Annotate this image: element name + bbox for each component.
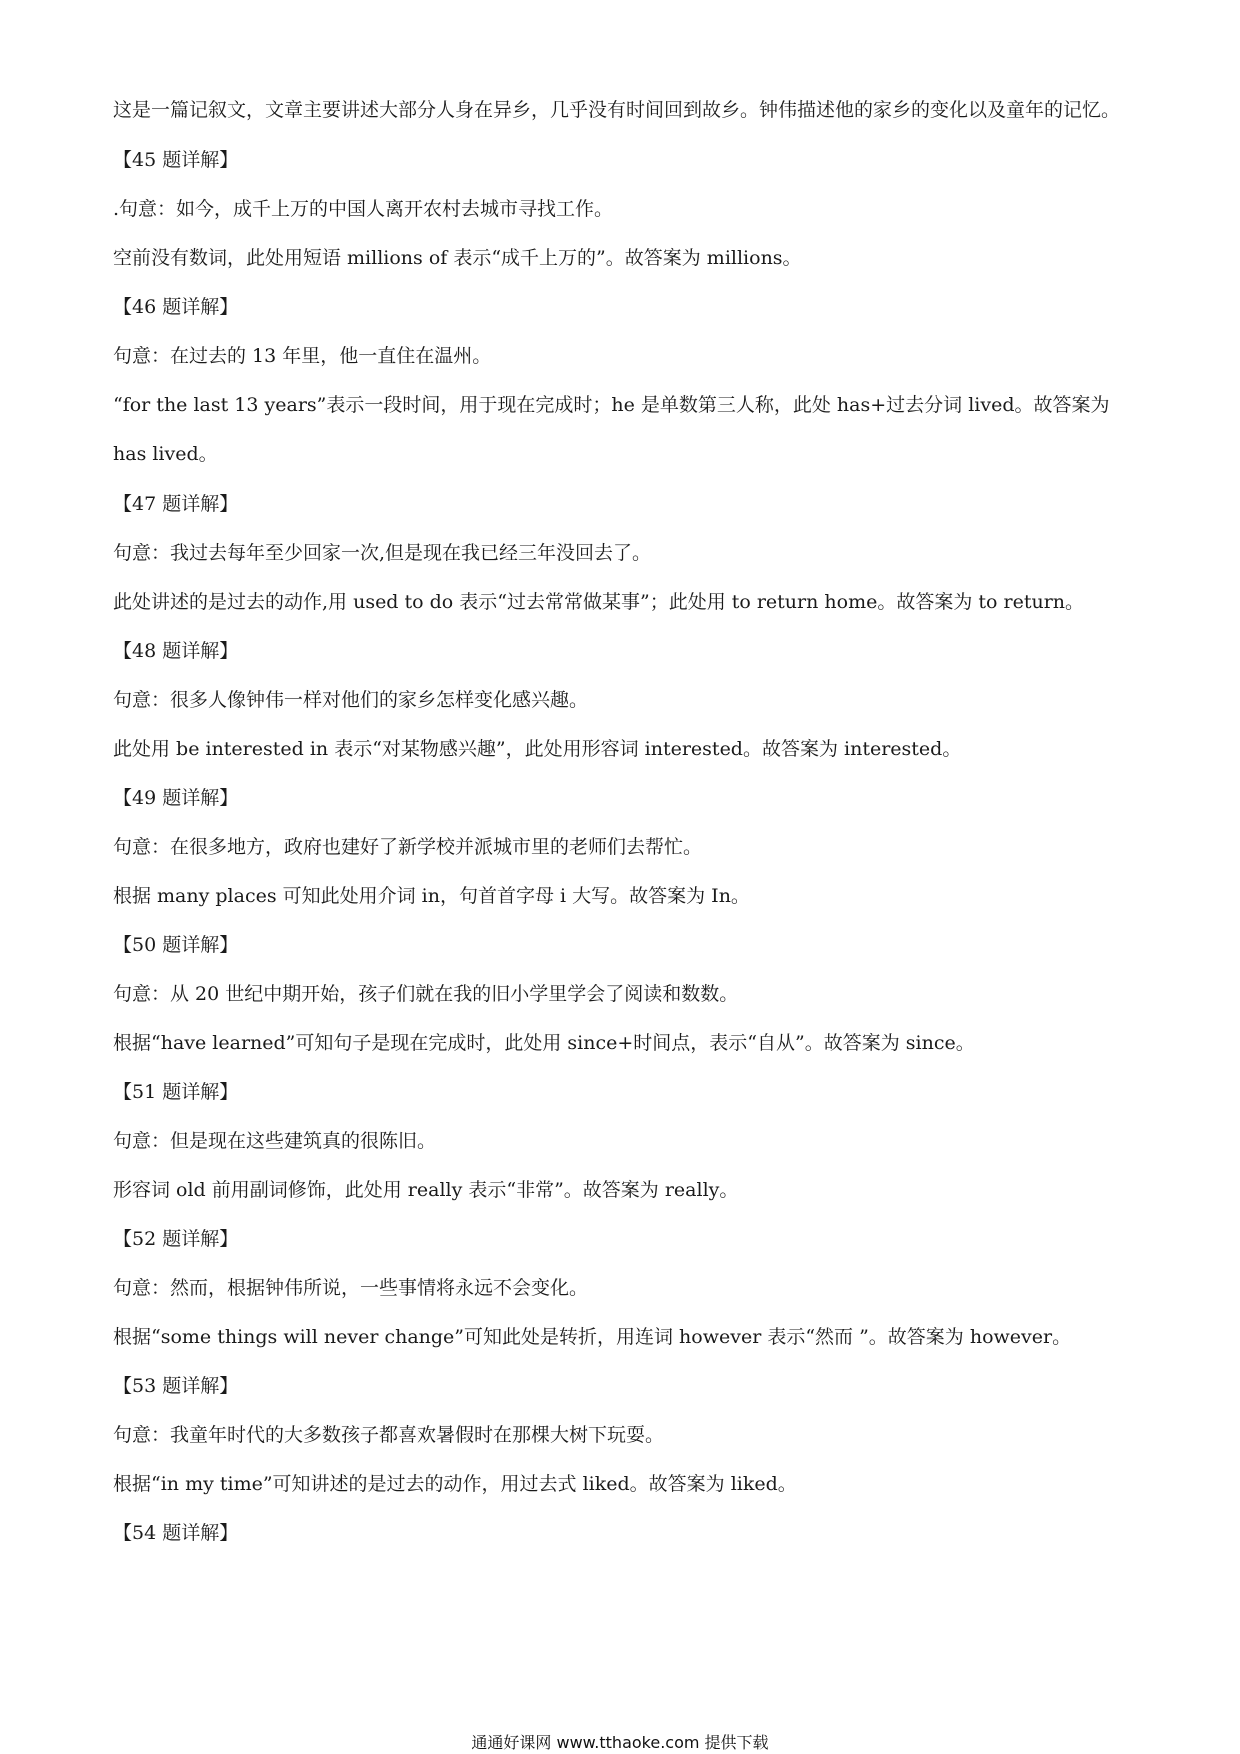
section-meaning: 句意：在很多地方，政府也建好了新学校并派城市里的老师们去帮忙。 [113,836,703,858]
section-meaning: 句意：从 20 世纪中期开始，孩子们就在我的旧小学里学会了阅读和数数。 [113,983,739,1005]
section-heading-54: 【54 题详解】 [113,1522,239,1544]
page-footer: 通通好课网 www.tthaoke.com 提供下载 [471,1733,769,1752]
section-explanation: 根据“some things will never change”可知此处是转折，用连词 however 表示“然而 ”。故答案为 however。 [113,1326,1072,1348]
section-46 [113,293,1133,479]
section-meaning: 句意：在过去的 13 年里，他一直住在温州。 [113,345,492,367]
section-explanation: “for the last 13 years”表示一段时间，用于现在完成时；he 是单数第三人称，此处 has+过去分词 lived。故答案为 has lived。 [113,394,1116,465]
section-meaning: .句意：如今，成千上万的中国人离开农村去城市寻找工作。 [113,198,614,220]
section-meaning: 句意：然而，根据钟伟所说，一些事情将永远不会变化。 [113,1277,589,1299]
section-52 [113,1225,1133,1351]
section-heading: 【49 题详解】 [113,787,239,809]
section-51 [113,1078,1133,1204]
section-heading: 【50 题详解】 [113,934,239,956]
document-body [113,96,1133,1568]
section-heading: 【47 题详解】 [113,493,239,515]
section-meaning: 句意：但是现在这些建筑真的很陈旧。 [113,1130,437,1152]
section-49 [113,784,1133,910]
section-explanation: 形容词 old 前用副词修饰，此处用 really 表示“非常”。故答案为 really。 [113,1179,739,1201]
section-meaning: 句意：我过去每年至少回家一次,但是现在我已经三年没回去了。 [113,542,652,564]
section-heading: 【51 题详解】 [113,1081,239,1103]
section-explanation: 根据 many places 可知此处用介词 in，句首首字母 i 大写。故答案为 In。 [113,885,750,907]
section-53 [113,1372,1133,1498]
section-explanation: 此处讲述的是过去的动作,用 used to do 表示“过去常常做某事”；此处用 to return home。故答案为 to return。 [113,591,1085,613]
section-meaning: 句意：我童年时代的大多数孩子都喜欢暑假时在那棵大树下玩耍。 [113,1424,665,1446]
section-explanation: 根据“have learned”可知句子是现在完成时，此处用 since+时间点，表示“自从”。故答案为 since。 [113,1032,975,1054]
section-heading: 【46 题详解】 [113,296,239,318]
intro-paragraph: 这是一篇记叙文，文章主要讲述大部分人身在异乡，几乎没有时间回到故乡。钟伟描述他的家乡的变化以及童年的记忆。 [113,99,1121,121]
section-meaning: 句意：很多人像钟伟一样对他们的家乡怎样变化感兴趣。 [113,689,589,711]
section-heading: 【45 题详解】 [113,149,239,171]
section-45 [113,146,1133,272]
section-explanation: 根据“in my time”可知讲述的是过去的动作，用过去式 liked。故答案为 liked。 [113,1473,797,1495]
section-47 [113,490,1133,616]
section-heading: 【53 题详解】 [113,1375,239,1397]
section-48 [113,637,1133,763]
section-heading: 【52 题详解】 [113,1228,239,1250]
section-heading: 【48 题详解】 [113,640,239,662]
section-explanation: 空前没有数词，此处用短语 millions of 表示“成千上万的”。故答案为 millions。 [113,247,802,269]
section-50 [113,931,1133,1057]
section-explanation: 此处用 be interested in 表示“对某物感兴趣”，此处用形容词 interested。故答案为 interested。 [113,738,962,760]
